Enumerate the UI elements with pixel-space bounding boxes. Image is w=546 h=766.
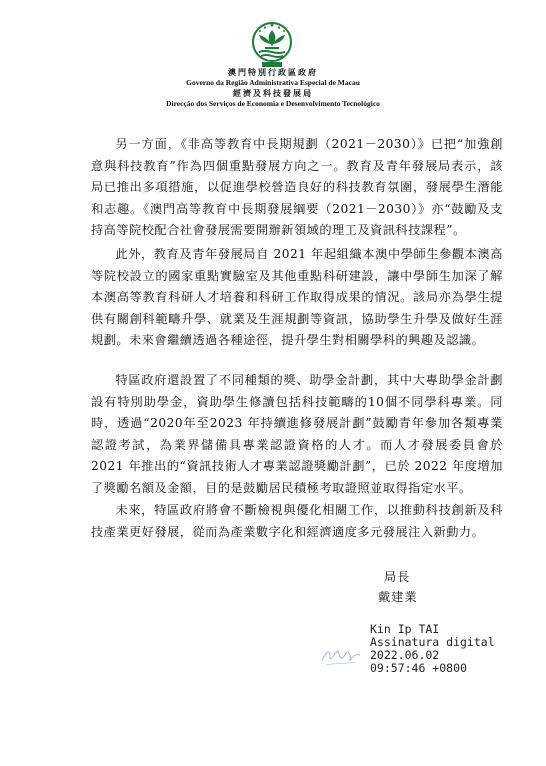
letterhead-chinese-government: 澳門特別行政區政府 [228,67,318,77]
handwritten-signature-icon [318,641,364,671]
body-paragraph: 此外，教育及青年發展局自 2021 年起組織本澳中學師生參觀本澳高等院校設立的國家重點實驗室及其他重點科研建設，讓中學師生加深了解本澳高等教育科研人才培養和科研工作取得成果的情況。該局亦為學生提供有關創科範疇升學、就業及生涯規劃等資訊，協助學生升學及做好生涯規劃。未來會繼續透過各種途徑，提升學生對相關學科的興趣及認識。 [91,247,503,348]
body-paragraph: 特區政府還設置了不同種類的獎、助學金計劃，其中大專助學金計劃設有特別助學金，資助學生修讀包括科技範疇的10個不同學科專業。同時，透過“2020年至2023 年持續進修發展計劃”鼓勵青年參加各類專業認證考試，為業界儲備具專業認證資格的人才。而人才發展委員會於2021 年推出的“資訊技術人才專業認證獎勵計劃”，已於 2022 年度增加了獎勵名額及金額，目的是鼓勵居民積極考取證照並取得指定水平。 [91,373,503,495]
body-paragraph: 未來，特區政府將會不斷檢視與優化相關工作，以推動科技創新及科技產業更好發展，從而為產業數字化和經濟適度多元發展注入新動力。 [91,503,503,539]
letterhead-portuguese-bureau: Direcção dos Serviços de Economia e Desenvolvimento Tecnológico [166,99,380,108]
digital-signature-time: 09:57:46 +0800 [370,661,467,675]
digital-signature-block [370,623,495,675]
macau-emblem-icon [246,20,298,68]
signatory-title: 局長 [384,570,411,584]
digital-signature-label: Assinatura digital [370,635,495,649]
letterhead-chinese-bureau: 經濟及科技發展局 [233,88,313,98]
digital-signature-date: 2022.06.02 [370,648,440,662]
signatory-name: 戴建業 [378,590,418,604]
letterhead-portuguese-government: Governo da Região Administrativa Especial de Macau [186,78,360,87]
body-paragraph: 另一方面，《非高等教育中長期規劃（2021－2030）》已把“加強創意與科技教育”作為四個重點發展方向之一。教育及青年發展局表示，該局已推出多項措施，以促進學校營造良好的科技教育氛圍，發展學生潛能和志趣。《澳門高等教育中長期發展綱要（2021－2030）》亦“鼓勵及支持高等院校配合社會發展需要開辦新領域的理工及資訊科技課程”。 [91,137,503,238]
digital-signer-name: Kin Ip TAI [370,622,440,636]
